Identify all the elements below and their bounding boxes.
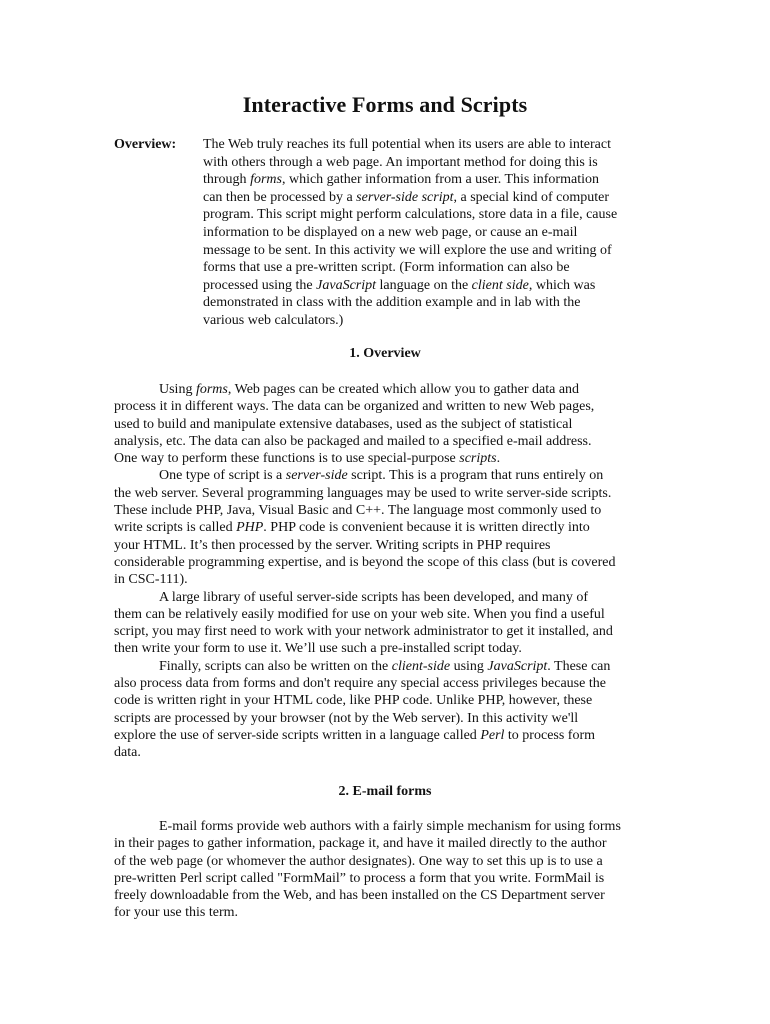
text-line: forms that use a pre-written script. (Form information can also be bbox=[203, 260, 570, 276]
italic-term: JavaScript bbox=[316, 277, 377, 293]
italic-term: PHP bbox=[236, 520, 264, 536]
section-2-body bbox=[114, 818, 659, 922]
text-line: through forms, which gather information from a user. This information bbox=[203, 172, 599, 188]
text-line: them can be relatively easily modified for use on your web site. When you find a useful bbox=[114, 606, 605, 622]
text-line: process it in different ways. The data can be organized and written to new Web pages, bbox=[114, 399, 595, 415]
text-line: for your use this term. bbox=[114, 905, 239, 921]
italic-term: client-side bbox=[391, 658, 451, 674]
text-line: with others through a web page. An important method for doing this is bbox=[203, 154, 598, 170]
italic-term: client side bbox=[471, 277, 529, 293]
italic-term: forms bbox=[195, 382, 228, 397]
text-line: message to be sent. In this activity we will explore the use and writing of bbox=[203, 242, 612, 258]
text-line: explore the use of server-side scripts written in a language called Perl to process form bbox=[114, 727, 596, 743]
text-line: also process data from forms and don't require any special access privileges because the bbox=[114, 676, 606, 692]
text-line: can then be processed by a server-side script, a special kind of computer bbox=[203, 189, 609, 205]
text-line: program. This script might perform calculations, store data in a file, cause bbox=[203, 207, 618, 223]
text-line: E-mail forms provide web authors with a fairly simple mechanism for using forms bbox=[159, 819, 621, 834]
text-line: scripts are processed by your browser (not by the Web server). In this activity we'll bbox=[114, 710, 579, 726]
text-line: Finally, scripts can also be written on the client-side using JavaScript. These can bbox=[159, 658, 611, 674]
overview-paragraph bbox=[203, 136, 663, 330]
text-line: various web calculators.) bbox=[203, 312, 344, 328]
overview-label: Overview: bbox=[114, 137, 177, 152]
text-line: The Web truly reaches its full potential when its users are able to interact bbox=[203, 137, 611, 152]
text-line: script, you may first need to work with your network administrator to get it installed, and bbox=[114, 624, 613, 640]
text-line: information to be displayed on a new web page, or cause an e-mail bbox=[203, 224, 578, 240]
text-line: code is written right in your HTML code, like PHP code. Unlike PHP, however, these bbox=[114, 693, 593, 709]
section-1-body bbox=[114, 381, 659, 762]
text-line: your HTML. It’s then processed by the server. Writing scripts in PHP requires bbox=[114, 537, 551, 553]
italic-term: server-side script bbox=[356, 189, 454, 205]
text-line: in their pages to gather information, package it, and have it mailed directly to the author bbox=[114, 836, 607, 852]
italic-term: Perl bbox=[480, 727, 505, 743]
text-line: the web server. Several programming languages may be used to write server-side scripts. bbox=[114, 485, 612, 501]
text-line: Using forms, Web pages can be created which allow you to gather data and bbox=[159, 382, 580, 397]
section-1-heading: 1. Overview bbox=[349, 346, 421, 361]
italic-term: server-side bbox=[285, 468, 348, 484]
text-line: in CSC-111). bbox=[114, 572, 188, 588]
text-line: processed using the JavaScript language on the client side, which was bbox=[203, 277, 596, 293]
text-line: One type of script is a server-side script. This is a program that runs entirely on bbox=[159, 468, 604, 484]
section-2-heading: 2. E-mail forms bbox=[338, 784, 432, 799]
text-line: then write your form to use it. We’ll use such a pre-installed script today. bbox=[114, 641, 522, 657]
text-line: of the web page (or whomever the author designates). One way to set this up is to use a bbox=[114, 853, 603, 869]
page-title: Interactive Forms and Scripts bbox=[242, 92, 528, 117]
text-line: analysis, etc. The data can also be packaged and mailed to a specified e-mail address. bbox=[114, 433, 592, 449]
text-line: pre-written Perl script called "FormMail” to process a form that you write. FormMail is bbox=[114, 870, 605, 886]
text-line: demonstrated in class with the addition example and in lab with the bbox=[203, 295, 581, 311]
text-line: considerable programming expertise, and is beyond the scope of this class (but is covered bbox=[114, 554, 616, 570]
text-line: These include PHP, Java, Visual Basic and C++. The language most commonly used to bbox=[114, 503, 602, 519]
italic-term: JavaScript bbox=[487, 658, 548, 674]
text-line: One way to perform these functions is to use special-purpose scripts. bbox=[114, 451, 501, 467]
italic-term: scripts bbox=[459, 451, 497, 467]
text-line: A large library of useful server-side scripts has been developed, and many of bbox=[159, 589, 589, 605]
italic-term: forms bbox=[250, 172, 282, 188]
text-line: used to build and manipulate extensive databases, used as the subject of statistical bbox=[114, 416, 573, 432]
text-line: freely downloadable from the Web, and has been installed on the CS Department server bbox=[114, 888, 605, 904]
text-line: data. bbox=[114, 745, 141, 761]
text-line: write scripts is called PHP. PHP code is convenient because it is written directly into bbox=[114, 520, 590, 536]
